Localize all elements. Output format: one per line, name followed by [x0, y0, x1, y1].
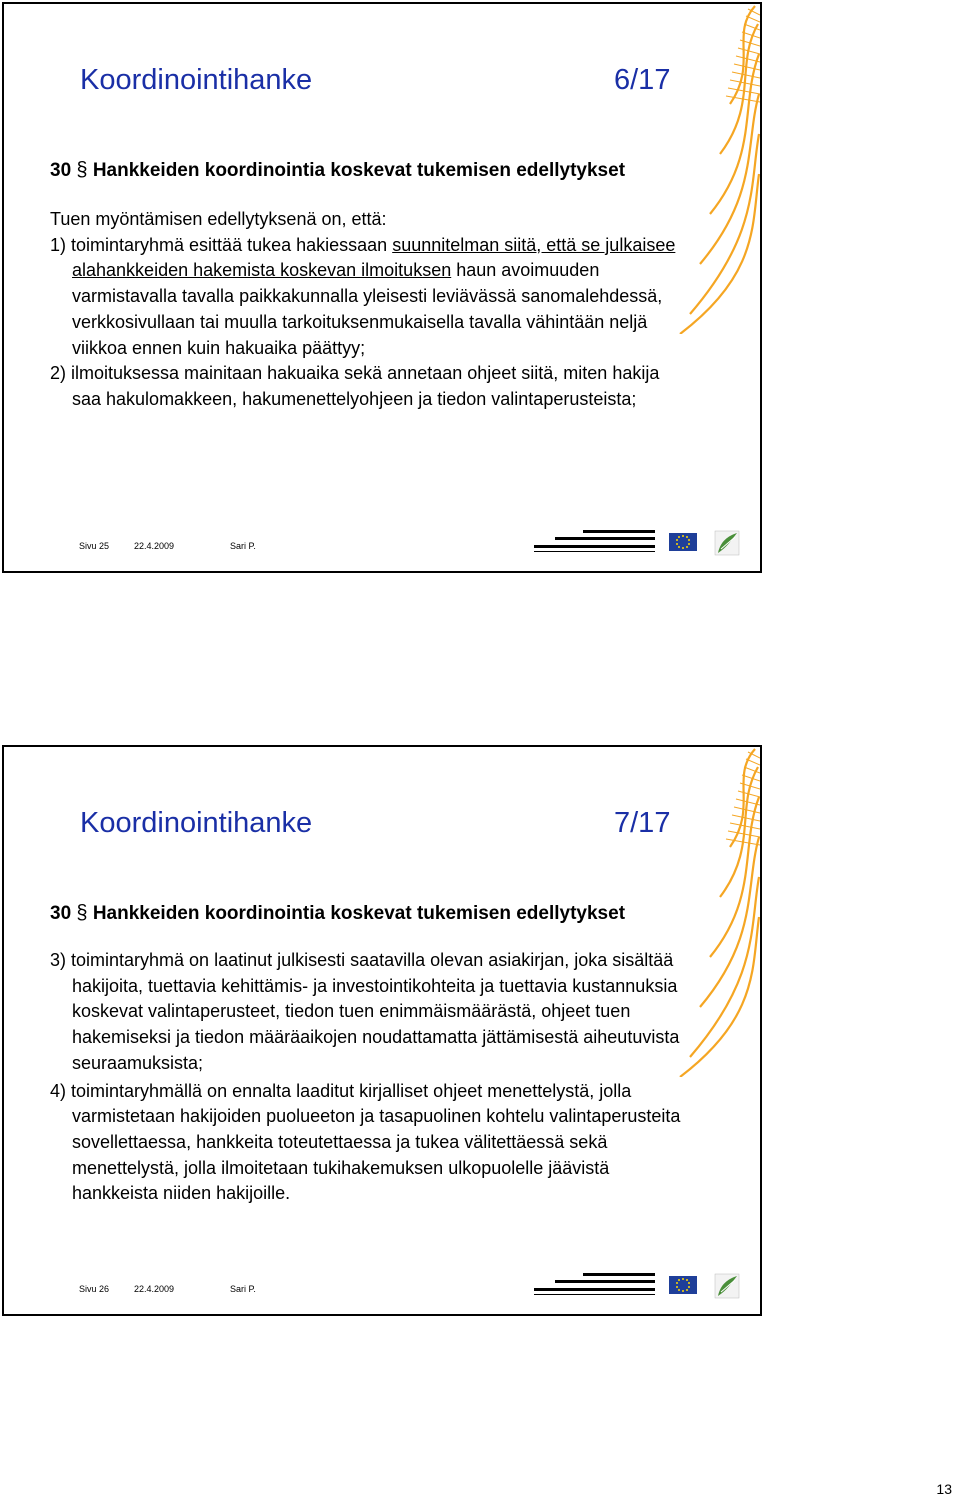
slide-25	[2, 2, 762, 573]
item1-underlined-text: suunnitelman siitä, että se julkaisee alahankkeiden hakemista koskevan ilmoituksen	[72, 234, 676, 281]
list-item-4: 4) toimintaryhmällä on ennalta laaditut kirjalliset ohjeet menettelystä, jolla varmistetaan hakijoiden puolueeton ja tasapuolinen kohtelu valintaperusteita sovellettaessa, hankkeita toteutettaessa ja tukea välitettäessä sekä menettelystä, jolla ilmoitetaan tukihakemuksen ulkopuolelle jäävistä hankkeista niiden hakijoille.	[50, 1080, 681, 1204]
list-item-1	[50, 233, 690, 362]
section-heading-text: Hankkeiden koordinointia koskevat tukemisen edellytykset	[92, 160, 626, 181]
leader-logo-icon	[715, 531, 739, 555]
section-heading	[50, 159, 625, 182]
item1-text-pre: 1) toimintaryhmä esittää tukea hakiessaan	[50, 234, 393, 255]
slide-body	[50, 207, 690, 413]
slide-page-counter: 7/17	[614, 807, 671, 839]
section-heading	[50, 902, 625, 925]
slide-title: Koordinointihanke	[80, 807, 313, 839]
item1-text-post: haun avoimuuden varmistavalla tavalla paikkakunnalla yleisesti leviävässä sanomalehdessä, verkkosivullaan tai muulla tarkoituksenmukaisella tavalla vähintään neljä viikkoa ennen kuin hakuaika päättyy;	[72, 260, 663, 358]
slide-26	[2, 745, 762, 1316]
eu-logos	[531, 1270, 746, 1302]
slide-body	[50, 948, 690, 1207]
eu-text-logo	[534, 1273, 655, 1295]
section-number: 30	[50, 903, 72, 924]
section-sign: §	[76, 902, 88, 924]
eu-flag-icon	[669, 533, 697, 551]
intro-text: Tuen myöntämisen edellytyksenä on, että:	[50, 209, 387, 229]
footer-date: 22.4.2009	[134, 1284, 175, 1294]
eu-flag-icon	[669, 1276, 697, 1294]
eu-text-logo	[534, 530, 655, 552]
slide-page-counter: 6/17	[614, 64, 671, 96]
section-sign: §	[76, 159, 88, 181]
list-item-2: 2) ilmoituksessa mainitaan hakuaika sekä annetaan ohjeet siitä, miten hakija saa hakulomakkeen, hakumenettelyohjeen ja tiedon valintaperusteista;	[50, 363, 660, 409]
eu-logos	[531, 527, 746, 559]
section-number: 30	[50, 160, 72, 181]
footer-date: 22.4.2009	[134, 541, 175, 551]
list-item-3: 3) toimintaryhmä on laatinut julkisesti saatavilla olevan asiakirjan, joka sisältää hakijoita, tuettavia kehittämis- ja investointikohteita ja tuettavia kustannuksia koskevat valintaperusteet, tiedon tuen enimmäismäärästä, ohjeet tuen hakemiseksi ja tiedon määräaikojen noudattamatta jättämisestä aiheutuvista seuraamuksista;	[50, 950, 680, 1073]
document-page-number: 13	[936, 1481, 952, 1497]
slide-title: Koordinointihanke	[80, 64, 313, 96]
footer-page-label: Sivu 25	[79, 541, 110, 551]
leader-logo-icon	[715, 1274, 739, 1298]
footer-page-label: Sivu 26	[79, 1284, 110, 1294]
footer-author: Sari P.	[230, 541, 256, 551]
footer-author: Sari P.	[230, 1284, 256, 1294]
section-heading-text: Hankkeiden koordinointia koskevat tukemisen edellytykset	[92, 903, 626, 924]
